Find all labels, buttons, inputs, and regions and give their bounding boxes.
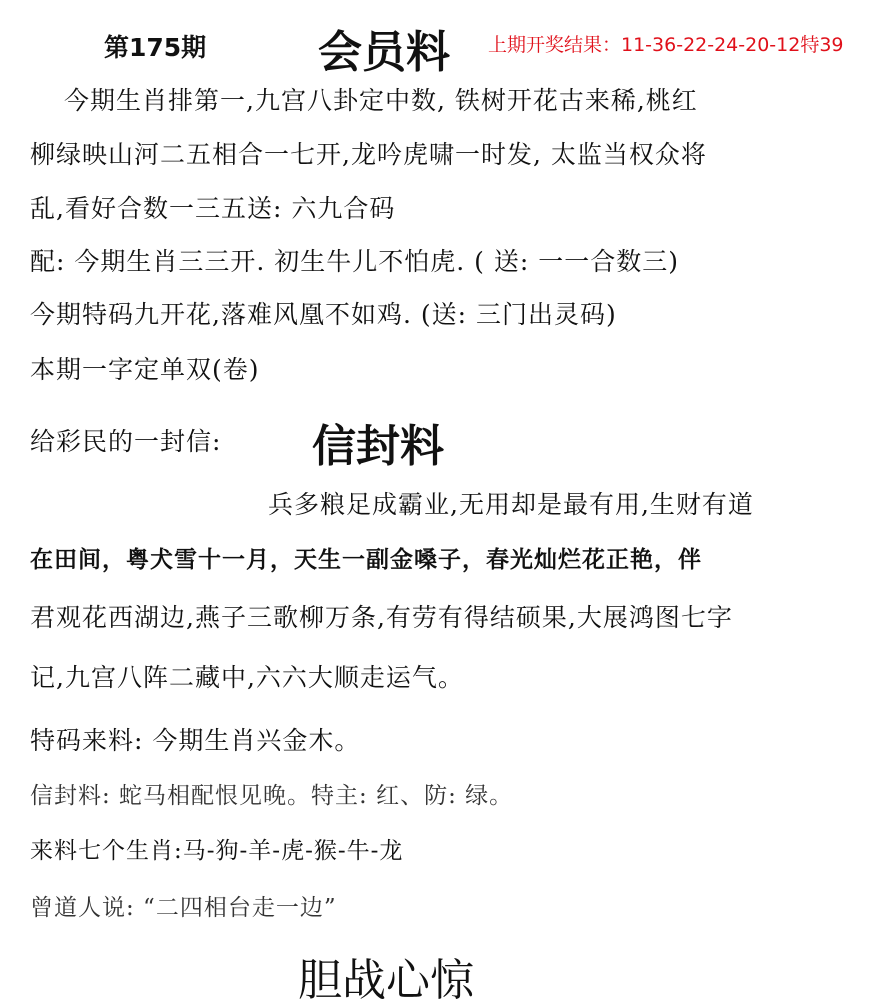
page-title: 会员料 (318, 27, 450, 78)
issue-number: 第175期 (104, 33, 207, 62)
letter-line-4: 记,九宫八阵二藏中,六六大顺走运气。 (30, 663, 464, 692)
quote-line: 曾道人说: “二四相台走一边” (30, 895, 337, 921)
envelope-info: 信封料: 蛇马相配恨见晚。特主: 红、防: 绿。 (30, 783, 514, 809)
member-line-6: 本期一字定单双(卷) (30, 355, 260, 384)
member-line-3: 乱,看好合数一三五送: 六九合码 (30, 194, 396, 223)
letter-line-3: 君观花西湖边,燕子三歌柳万条,有劳有得结硕果,大展鸿图七字 (30, 603, 733, 632)
member-line-4: 配: 今期生肖三三开. 初生牛儿不怕虎. ( 送: 一一合数三) (30, 247, 679, 276)
special-code-info: 特码来料: 今期生肖兴金木。 (30, 726, 361, 755)
letter-line-1: 兵多粮足成霸业,无用却是最有用,生财有道 (268, 490, 754, 519)
letter-line-2: 在田间，粤犬雪十一月，天生一副金嗓子，春光灿烂花正艳，伴 (30, 546, 702, 573)
letter-title: 信封料 (312, 421, 444, 472)
member-line-2: 柳绿映山河二五相合一七开,龙吟虎啸一时发, 太监当权众将 (30, 140, 707, 169)
zodiac-list: 来料七个生肖:马-狗-羊-虎-猴-牛-龙 (30, 838, 404, 864)
member-line-1: 今期生肖排第一,九宫八卦定中数, 铁树开花古来稀,桃红 (64, 86, 698, 115)
member-line-5: 今期特码九开花,落难风凰不如鸡. (送: 三门出灵码) (30, 300, 617, 329)
footer-title: 胆战心惊 (298, 955, 474, 1006)
last-draw-result: 上期开奖结果：11-36-22-24-20-12特39 (488, 34, 844, 56)
letter-label: 给彩民的一封信: (30, 427, 222, 456)
